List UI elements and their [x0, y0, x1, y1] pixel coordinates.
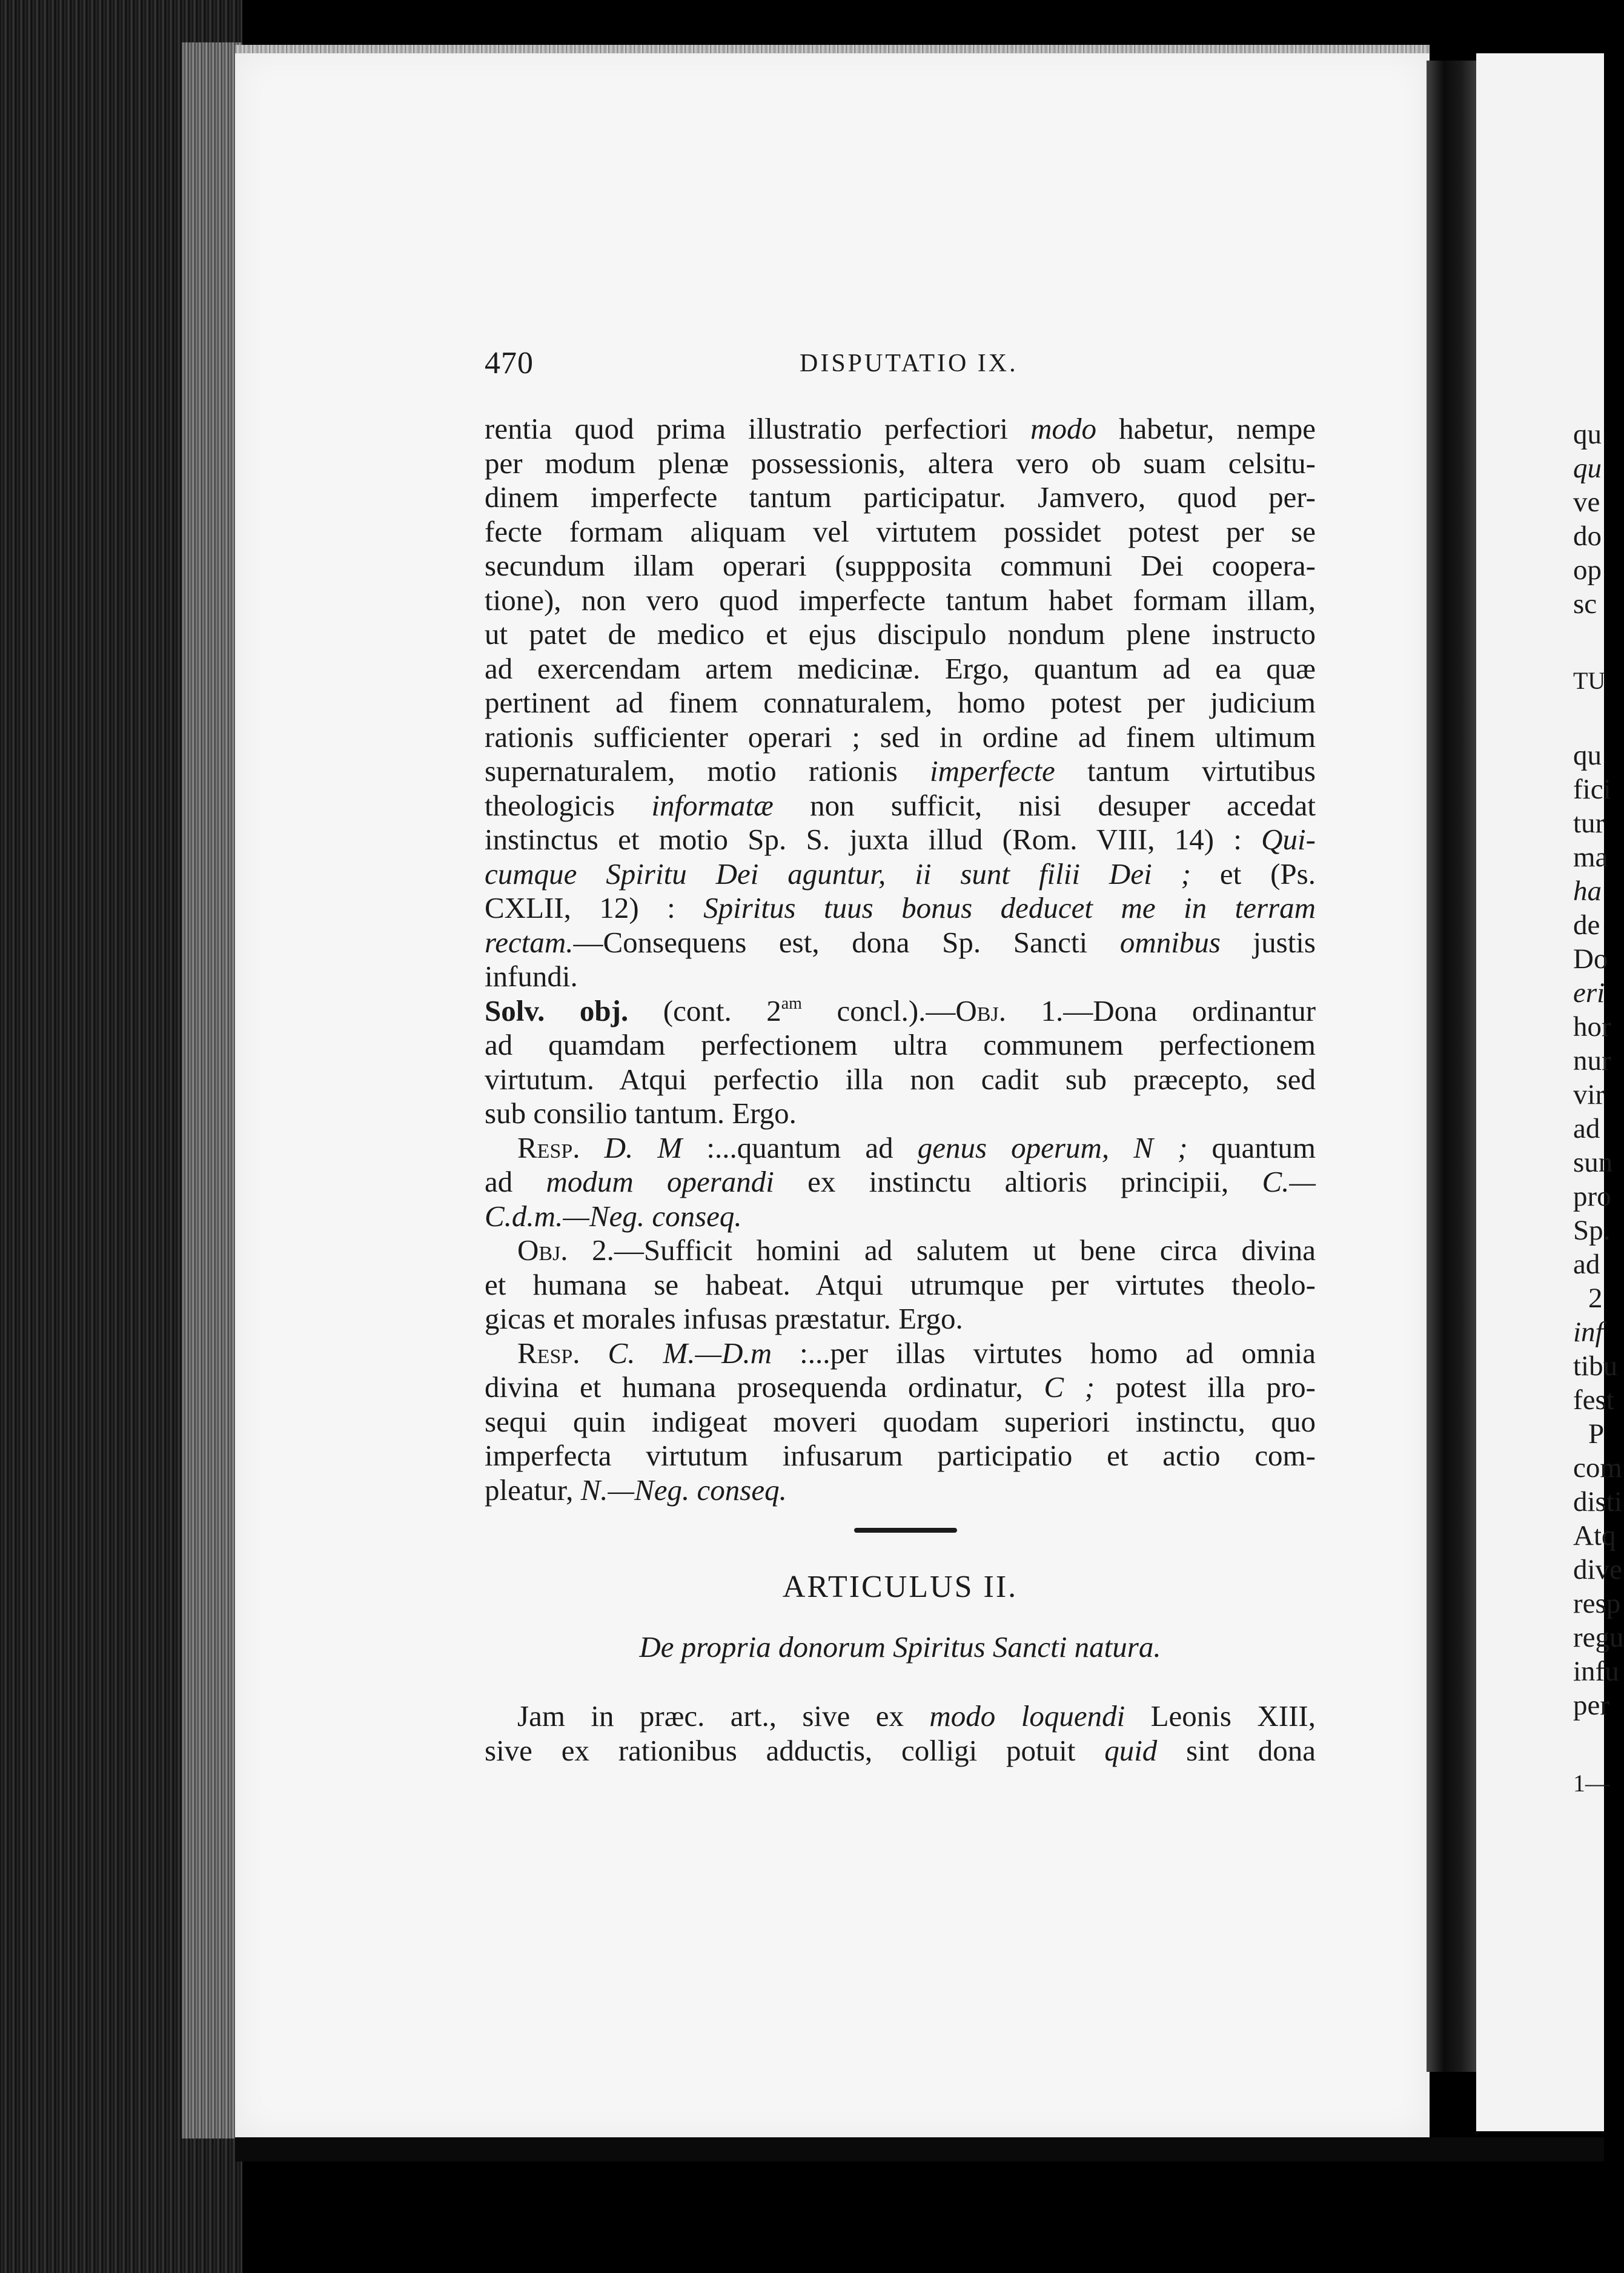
right-fragment: com [1573, 1452, 1622, 1484]
right-fragment: qu [1573, 419, 1602, 450]
right-fragment: Atq [1573, 1520, 1616, 1551]
article-subtitle: De propria donorum Spiritus Sancti natura. [639, 1630, 1161, 1664]
article-line-1: Jam in præc. art., sive ex modo loquendi Leonis XIII, [517, 1699, 1316, 1733]
book-gutter [1427, 61, 1476, 2072]
text-line-14: cumque Spiritu Dei aguntur, ii sunt filii Dei ; et (Ps. [485, 857, 1316, 891]
text-line-29: divina et humana prosequenda ordinatur, C ; potest illa pro- [485, 1370, 1316, 1404]
right-fragment: nur [1573, 1045, 1611, 1077]
text-line-6: tione), non vero quod imperfecte tantum habet formam illam, [485, 583, 1316, 617]
right-fragment: resp [1573, 1588, 1621, 1619]
right-fragment: infu [1573, 1656, 1619, 1687]
section-rule [854, 1528, 957, 1533]
right-fragment: ma [1573, 841, 1608, 873]
text-line-10: rationis sufficienter operari ; sed in ordine ad finem ultimum [485, 720, 1316, 754]
text-line-5: secundum illam operari (suppposita communi Dei coopera- [485, 549, 1316, 582]
text-line-21: sub consilio tantum. Ergo. [485, 1097, 797, 1130]
text-line-30: sequi quin indigeat moveri quodam superiori instinctu, quo [485, 1404, 1316, 1438]
article-body [485, 1699, 1316, 1768]
right-fragment: tur [1573, 808, 1605, 839]
text-line-23: ad modum operandi ex instinctu altioris principii, C.— [485, 1165, 1316, 1198]
page-number: 470 [485, 346, 534, 380]
right-fragment: op [1573, 554, 1602, 586]
right-fragment: sc [1573, 588, 1597, 620]
right-fragment: dive [1573, 1554, 1622, 1585]
text-line-24: C.d.m.—Neg. conseq. [485, 1199, 742, 1233]
right-fragment: qu [1573, 740, 1602, 771]
text-line-20: virtutum. Atqui perfectio illa non cadit sub præcepto, sed [485, 1062, 1316, 1096]
right-fragment: ad [1573, 1249, 1600, 1280]
right-fragment: fest [1573, 1384, 1614, 1416]
right-fragment: 2 [1588, 1283, 1603, 1314]
right-fragment: Sp. [1573, 1215, 1611, 1246]
right-fragment: ad [1573, 1113, 1600, 1144]
text-line-7: ut patet de medico et ejus discipulo nondum plene instructo [485, 617, 1316, 651]
right-fragment: ve [1573, 486, 1600, 518]
running-head: DISPUTATIO IX. [800, 350, 1018, 377]
right-fragment: inf [1573, 1316, 1603, 1348]
right-fragment: sun [1573, 1147, 1613, 1178]
text-line-32: pleatur, N.—Neg. conseq. [485, 1473, 787, 1507]
text-line-3: dinem imperfecte tantum participatur. Jamvero, quod per- [485, 480, 1316, 514]
solv-obj-heading: Solv. obj. [485, 994, 629, 1027]
right-fragment: de [1573, 909, 1600, 941]
text-line-28: Resp. C. M.—D.m :...per illas virtutes homo ad omnia [517, 1336, 1316, 1370]
text-line-8: ad exercendam artem medicinæ. Ergo, quantum ad ea quæ [485, 651, 1316, 685]
text-line-2: per modum plenæ possessionis, altera vero ob suam celsitu- [485, 446, 1316, 480]
page-top-edge [235, 45, 1430, 53]
right-fragment: P [1588, 1418, 1605, 1450]
text-line-4: fecte formam aliquam vel virtutem possidet potest per se [485, 514, 1316, 548]
right-fragment: Do [1573, 943, 1608, 975]
text-line-22: Resp. D. M :...quantum ad genus operum, N ; quantum [517, 1130, 1316, 1164]
text-line-16: rectam.—Consequens est, dona Sp. Sancti omnibus justis [485, 925, 1316, 959]
page-header [485, 345, 1316, 388]
body-text [485, 412, 1316, 1507]
article-line-2: sive ex rationibus adductis, colligi potuit quid sint dona [485, 1733, 1316, 1767]
text-line-11: supernaturalem, motio rationis imperfecte tantum virtutibus [485, 754, 1316, 788]
article-title: ARTICULUS II. [782, 1570, 1018, 1604]
page-bottom-edge [235, 2137, 1604, 2162]
right-fragment: do [1573, 520, 1602, 552]
right-fragment: ha [1573, 875, 1602, 907]
text-line-13: instinctus et motio Sp. S. juxta illud (Rom. VIII, 14) : Qui- [485, 823, 1316, 856]
right-fragment: per [1573, 1690, 1610, 1721]
text-line-26: et humana se habeat. Atqui utrumque per virtutes theolo- [485, 1267, 1316, 1301]
right-fragment: regu [1573, 1622, 1624, 1653]
text-line-31: imperfecta virtutum infusarum participatio et actio com- [485, 1439, 1316, 1472]
right-fragment: hor [1573, 1011, 1611, 1043]
right-fragment: tibu [1573, 1350, 1618, 1382]
text-line-18: Solv. obj. (cont. $2^{am}$ concl.).—Obj. 1.—Dona ordinantur [485, 994, 1316, 1027]
right-fragment: disti [1573, 1486, 1622, 1518]
text-line-25: Obj. 2.—Sufficit homini ad salutem ut bene circa divina [517, 1233, 1316, 1267]
right-fragment: TU [1573, 667, 1606, 694]
right-fragment: pro [1573, 1181, 1611, 1212]
right-fragment: 1— [1573, 1770, 1609, 1797]
right-fragment: qu [1573, 453, 1602, 484]
text-line-15: CXLII, 12) : Spiritus tuus bonus deducet me in terram [485, 891, 1316, 924]
right-fragment: eri [1573, 977, 1605, 1009]
text-line-1: rentia quod prima illustratio perfectiori modo habetur, nempe [485, 412, 1316, 445]
right-fragment: vir [1573, 1079, 1605, 1110]
page-edges-left [182, 42, 242, 2139]
text-line-9: pertinent ad finem connaturalem, homo potest per judicium [485, 686, 1316, 719]
text-line-19: ad quamdam perfectionem ultra communem perfectionem [485, 1028, 1316, 1061]
right-fragment: fici [1573, 774, 1611, 805]
text-line-12: theologicis informatæ non sufficit, nisi desuper accedat [485, 788, 1316, 822]
text-line-17: infundi. [485, 960, 578, 993]
text-line-27: gicas et morales infusas præstatur. Ergo. [485, 1302, 963, 1335]
